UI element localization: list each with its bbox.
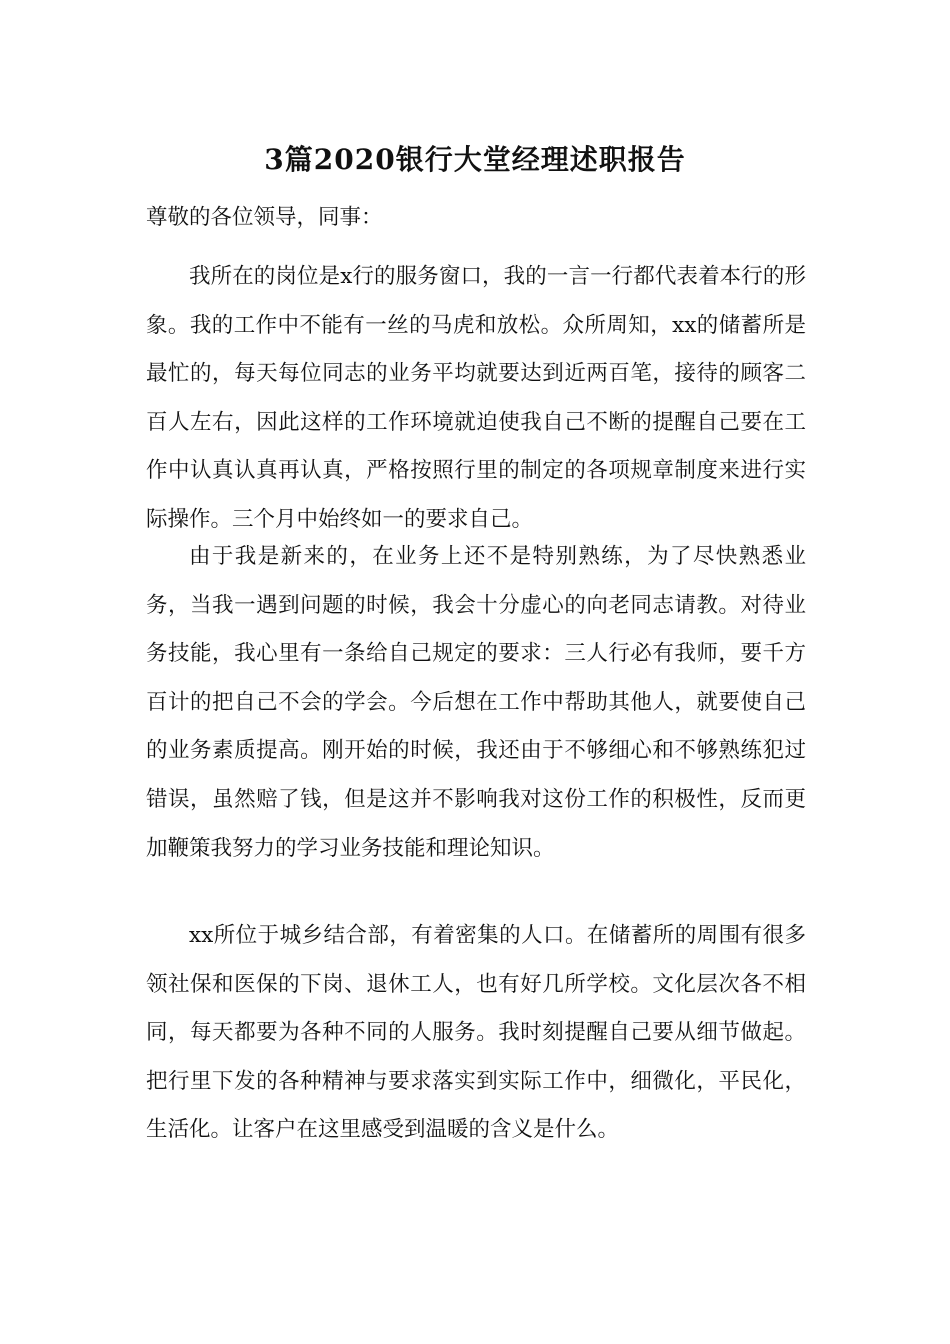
paragraph-3: xx所位于城乡结合部，有着密集的人口。在储蓄所的周围有很多领社保和医保的下岗、退休工人，也有好几所学校。文化层次各不相同，每天都要为各种不同的人服务。我时刻提醒自己要从细节做起。把行里下发的各种精神与要求落实到实际工作中，细微化，平民化，生活化。让客户在这里感受到温暖的含义是什么。 xyxy=(146,923,806,1143)
document-title: 3篇2020银行大堂经理述职报告 xyxy=(264,143,686,176)
paragraph-2: 由于我是新来的，在业务上还不是特别熟练，为了尽快熟悉业务，当我一遇到问题的时候，我会十分虚心的向老同志请教。对待业务技能，我心里有一条给自己规定的要求：三人行必有我师，要千方百计的把自己不会的学会。今后想在工作中帮助其他人，就要使自己的业务素质提高。刚开始的时候，我还由于不够细心和不够熟练犯过错误，虽然赔了钱，但是这并不影响我对这份工作的积极性，反而更加鞭策我努力的学习业务技能和理论知识。 xyxy=(146,544,806,861)
greeting-line: 尊敬的各位领导，同事： xyxy=(146,205,383,230)
paragraph-1: 我所在的岗位是x行的服务窗口，我的一言一行都代表着本行的形象。我的工作中不能有一丝的马虎和放松。众所周知，xx的储蓄所是最忙的，每天每位同志的业务平均就要达到近两百笔，接待的顾客二百人左右，因此这样的工作环境就迫使我自己不断的提醒自己要在工作中认真认真再认真，严格按照行里的制定的各项规章制度来进行实际操作。三个月中始终如一的要求自己。 xyxy=(146,264,806,532)
